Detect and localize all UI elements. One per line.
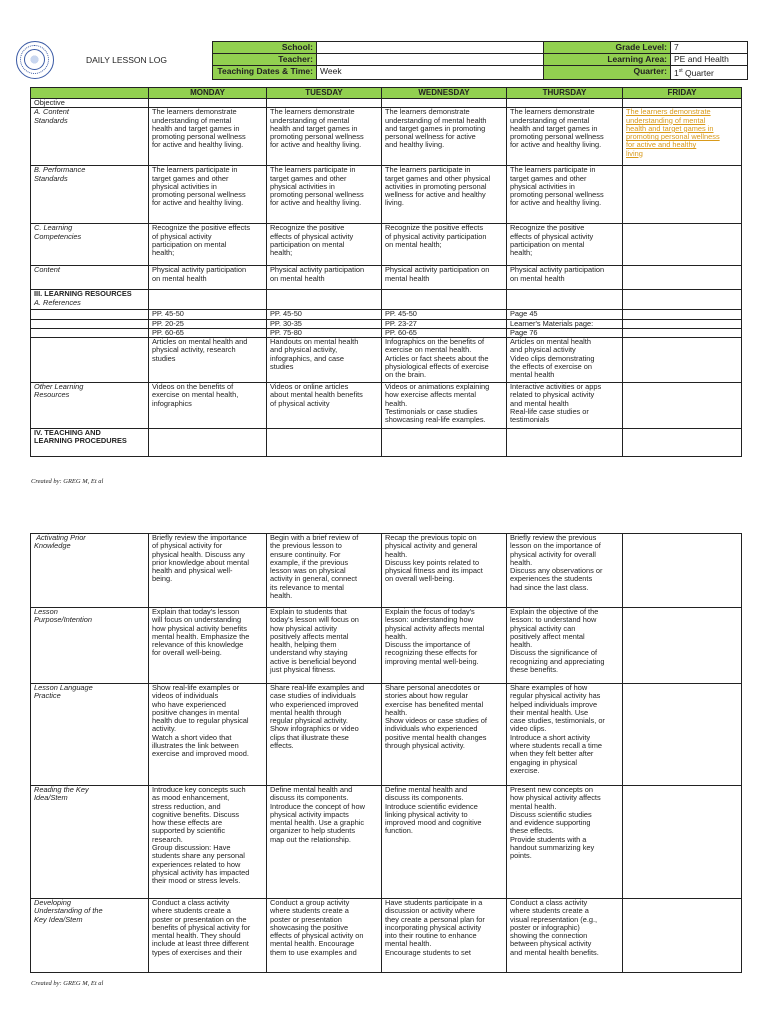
procedure-row — [31, 786, 742, 899]
resource-cell[interactable] — [267, 290, 382, 310]
procedure-cell-tuesday[interactable]: Define mental health and discuss its components. Introduce the concept of how physical activity impacts mental health. Use a graphic organizer to help students map out the relationship. — [267, 786, 382, 899]
resources-row — [31, 290, 742, 310]
day-header-row — [31, 88, 742, 99]
other-resources-cell-tuesday[interactable]: Videos or online articles about mental health benefits of physical activity — [267, 383, 382, 429]
references-heading: A. References — [34, 297, 81, 307]
teacher-field[interactable] — [317, 54, 544, 66]
lesson-cell-tuesday[interactable]: The learners participate in target games and other physical activities in promoting personal wellness for active and healthy living. — [267, 166, 382, 224]
procedure-cell-thursday[interactable]: Share examples of how regular physical activity has helped individuals improve their mental health. Use case studies, testimonials, or video clips. Introduce a short activity where students recall a time when they felt better after engaging in physical exercise. — [507, 684, 623, 786]
objective-label: Objective — [31, 99, 149, 108]
procedure-label: Activating Prior Knowledge — [31, 534, 149, 608]
procedures-row — [31, 429, 742, 457]
materials-label — [31, 338, 149, 383]
reference-label — [31, 328, 149, 337]
standards-row — [31, 224, 742, 266]
procedure-cell-monday[interactable]: Explain that today's lesson will focus on understanding how physical activity benefits mental health. Emphasize the relevance of this knowledge for overall well-being. — [149, 608, 267, 684]
materials-cell-tuesday[interactable]: Handouts on mental health and physical activity, infographics, and case studies — [267, 338, 382, 383]
lesson-cell-thursday[interactable]: The learners participate in target games and other physical activities in promoting personal wellness for active and healthy living. — [507, 166, 623, 224]
other-resources-row — [31, 383, 742, 429]
procedure-cell-monday[interactable]: Conduct a class activity where students create a poster or presentation on the benefits of physical activity for mental health. They should include at least three different types of exercises and their — [149, 899, 267, 973]
procedure-label: Reading the Key Idea/Stem — [31, 786, 149, 899]
reference-cell-tuesday[interactable]: PP. 45-50 — [267, 310, 382, 319]
materials-cell-monday[interactable]: Articles on mental health and physical activity, research studies — [149, 338, 267, 383]
procedure-cell-monday[interactable]: Briefly review the importance of physical activity for physical health. Discuss any prior knowledge about mental health and physical well- being. — [149, 534, 267, 608]
reference-cell-thursday[interactable]: Page 76 — [507, 328, 623, 337]
corner-cell — [31, 88, 149, 99]
procedures-cell[interactable] — [507, 429, 623, 457]
lesson-cell-thursday[interactable]: Recognize the positive effects of physical activity participation on mental health; — [507, 224, 623, 266]
objective-cell[interactable] — [382, 99, 507, 108]
resource-cell[interactable] — [623, 290, 742, 310]
procedure-cell-tuesday[interactable]: Begin with a brief review of the previous lesson to ensure continuity. For example, if the previous lesson was on physical activity in general, connect its relevance to mental health. — [267, 534, 382, 608]
row-label: B. Performance Standards — [31, 166, 149, 224]
procedure-row — [31, 534, 742, 608]
grade-label: Grade Level: — [544, 42, 671, 54]
lesson-cell-friday[interactable] — [623, 166, 742, 224]
reference-cell-thursday[interactable]: Page 45 — [507, 310, 623, 319]
procedures-label: IV. TEACHING AND LEARNING PROCEDURES — [31, 429, 149, 457]
row-label: A. Content Standards — [31, 108, 149, 166]
quarter-field[interactable]: 1st Quarter — [671, 66, 748, 80]
other-resources-cell-monday[interactable]: Videos on the benefits of exercise on mental health, infographics — [149, 383, 267, 429]
lesson-cell-friday[interactable] — [623, 266, 742, 290]
procedure-cell-friday[interactable] — [623, 534, 742, 608]
lesson-cell-wednesday[interactable]: Recognize the positive effects of physical activity participation on mental health; — [382, 224, 507, 266]
other-resources-cell-wednesday[interactable]: Videos or animations explaining how exercise affects mental health. Testimonials or case studies showcasing real-life examples. — [382, 383, 507, 429]
day-header-tuesday: TUESDAY — [267, 88, 382, 99]
objective-cell[interactable] — [267, 99, 382, 108]
quarter-label: Quarter: — [544, 66, 671, 80]
teacher-label: Teacher: — [213, 54, 317, 66]
procedure-cell-friday[interactable] — [623, 899, 742, 973]
procedure-cell-tuesday[interactable]: Share real-life examples and case studies of individuals who experienced improved mental health through regular physical activity. Show infographics or video clips that illustrate these effects. — [267, 684, 382, 786]
reference-label — [31, 319, 149, 328]
standards-row — [31, 108, 742, 166]
reference-row — [31, 328, 742, 337]
footer-credit-2: Created by: GREG M, Et al — [31, 980, 104, 987]
objective-cell[interactable] — [507, 99, 623, 108]
procedure-row — [31, 608, 742, 684]
procedure-label: Lesson Language Practice — [31, 684, 149, 786]
school-label: School: — [213, 42, 317, 54]
reference-cell-wednesday[interactable]: PP. 60-65 — [382, 328, 507, 337]
materials-cell-wednesday[interactable]: Infographics on the benefits of exercise on mental health. Articles or fact sheets about the physiological effects of exercise on the brain. — [382, 338, 507, 383]
resource-cell[interactable] — [507, 290, 623, 310]
reference-cell-monday[interactable]: PP. 45-50 — [149, 310, 267, 319]
standards-row — [31, 266, 742, 290]
procedure-cell-wednesday[interactable]: Define mental health and discuss its components. Introduce scientific evidence linking physical activity to improved mood and cognitive function. — [382, 786, 507, 899]
lesson-cell-wednesday[interactable]: The learners demonstrate understanding of mental health and target games in promoting personal wellness for active and healthy living. — [382, 108, 507, 166]
procedures-cell[interactable] — [267, 429, 382, 457]
lesson-cell-wednesday[interactable]: Physical activity participation on mental health — [382, 266, 507, 290]
other-resources-label: Other Learning Resources — [31, 383, 149, 429]
lesson-cell-monday[interactable]: Recognize the positive effects of physical activity participation on mental health; — [149, 224, 267, 266]
reference-cell-tuesday[interactable]: PP. 30-35 — [267, 319, 382, 328]
procedure-cell-wednesday[interactable]: Explain the focus of today's lesson: understanding how physical activity affects mental health. Discuss the importance of recognizing these effects for improving mental well-being. — [382, 608, 507, 684]
objective-row — [31, 99, 742, 108]
procedure-cell-thursday[interactable]: Conduct a class activity where students create a visual representation (e.g., poster or infographic) showing the connection between physical activity and mental health benefits. — [507, 899, 623, 973]
reference-row — [31, 319, 742, 328]
procedure-cell-friday[interactable] — [623, 608, 742, 684]
reference-cell-wednesday[interactable]: PP. 45-50 — [382, 310, 507, 319]
procedure-cell-wednesday[interactable]: Recap the previous topic on physical activity and general health. Discuss key points related to physical fitness and its impact on overall well-being. — [382, 534, 507, 608]
row-label: Content — [31, 266, 149, 290]
day-header-thursday: THURSDAY — [507, 88, 623, 99]
lesson-cell-wednesday[interactable]: The learners participate in target games and other physical activities in promoting personal wellness for active and healthy living. — [382, 166, 507, 224]
area-field[interactable]: PE and Health — [671, 54, 748, 66]
reference-cell-friday[interactable] — [623, 310, 742, 319]
lesson-cell-tuesday[interactable]: Physical activity participation on mental health — [267, 266, 382, 290]
procedure-cell-tuesday[interactable]: Explain to students that today's lesson will focus on how physical activity positively affects mental health, helping them understand why staying active is beneficial beyond just physical fitness. — [267, 608, 382, 684]
procedures-cell[interactable] — [149, 429, 267, 457]
grade-field[interactable]: 7 — [671, 42, 748, 54]
other-resources-cell-thursday[interactable]: Interactive activities or apps related to physical activity and mental health Real-life case studies or testimonials — [507, 383, 623, 429]
log-title: DAILY LESSON LOG — [86, 55, 167, 65]
standards-row — [31, 166, 742, 224]
day-header-friday: FRIDAY — [623, 88, 742, 99]
reference-cell-thursday[interactable]: Learner's Materials page: — [507, 319, 623, 328]
school-field[interactable] — [317, 42, 544, 54]
lesson-cell-monday[interactable]: Physical activity participation on mental health — [149, 266, 267, 290]
procedure-cell-monday[interactable]: Introduce key concepts such as mood enhancement, stress reduction, and cognitive benefits. Discuss how these effects are supported by scientific research. Group discussion: Have students share any personal experiences related to how physical activity has impacted their mood or stress levels. — [149, 786, 267, 899]
reference-cell-monday[interactable]: PP. 20-25 — [149, 319, 267, 328]
lesson-cell-friday[interactable] — [623, 224, 742, 266]
lesson-cell-monday[interactable]: The learners participate in target games and other physical activities in promoting personal wellness for active and healthy living. — [149, 166, 267, 224]
header-table — [212, 41, 748, 80]
objective-cell[interactable] — [149, 99, 267, 108]
day-header-wednesday: WEDNESDAY — [382, 88, 507, 99]
procedure-cell-wednesday[interactable]: Share personal anecdotes or stories about how regular exercise has benefited mental health. Show videos or case studies of individuals who experienced positive mental health changes through physical activity. — [382, 684, 507, 786]
other-resources-cell-friday[interactable] — [623, 383, 742, 429]
reference-row — [31, 310, 742, 319]
resource-cell[interactable] — [149, 290, 267, 310]
procedure-cell-tuesday[interactable]: Conduct a group activity where students create a poster or presentation showcasing the positive effects of physical activity on mental health. Encourage them to use examples and — [267, 899, 382, 973]
row-label: C. Learning Competencies — [31, 224, 149, 266]
lesson-cell-tuesday[interactable]: The learners demonstrate understanding of mental health and target games in promoting personal wellness for active and healthy living. — [267, 108, 382, 166]
reference-cell-friday[interactable] — [623, 319, 742, 328]
procedure-cell-wednesday[interactable]: Have students participate in a discussion or activity where they create a personal plan for incorporating physical activity into their routine to enhance mental health. Encourage students to set — [382, 899, 507, 973]
lesson-cell-tuesday[interactable]: Recognize the positive effects of physical activity participation on mental health; — [267, 224, 382, 266]
procedure-cell-thursday[interactable]: Explain the objective of the lesson: to understand how physical activity can positively affect mental health. Discuss the significance of recognizing and appreciating these benefits. — [507, 608, 623, 684]
reference-cell-friday[interactable] — [623, 328, 742, 337]
procedure-label: Lesson Purpose/Intention — [31, 608, 149, 684]
procedure-cell-thursday[interactable]: Briefly review the previous lesson on the importance of physical activity for overall health. Discuss any observations or experiences the students had since the last class. — [507, 534, 623, 608]
lesson-cell-monday[interactable]: The learners demonstrate understanding of mental health and target games in promoting personal wellness for active and healthy living. — [149, 108, 267, 166]
procedure-row — [31, 684, 742, 786]
lesson-cell-friday[interactable]: The learners demonstrate understanding of mental health and target games in promoting personal wellness for active and healthy living — [623, 108, 742, 166]
footer-credit: Created by: GREG M, Et al — [31, 478, 104, 485]
reference-cell-monday[interactable]: PP. 60-65 — [149, 328, 267, 337]
materials-cell-friday[interactable] — [623, 338, 742, 383]
procedures-cell[interactable] — [382, 429, 507, 457]
lesson-grid-procedures — [30, 533, 742, 973]
resources-heading: III. LEARNING RESOURCES — [34, 289, 132, 299]
objective-cell[interactable] — [623, 99, 742, 108]
materials-row — [31, 338, 742, 383]
lesson-cell-thursday[interactable]: The learners demonstrate understanding of mental health and target games in promoting personal wellness for active and healthy living. — [507, 108, 623, 166]
dates-label: Teaching Dates & Time: — [213, 66, 317, 80]
dates-field[interactable]: Week — [317, 66, 544, 80]
procedure-cell-friday[interactable] — [623, 684, 742, 786]
materials-cell-thursday[interactable]: Articles on mental health and physical activity Video clips demonstrating the effects of exercise on mental health — [507, 338, 623, 383]
page-1 — [0, 0, 768, 500]
resource-cell[interactable] — [382, 290, 507, 310]
procedures-cell[interactable] — [623, 429, 742, 457]
day-header-monday: MONDAY — [149, 88, 267, 99]
area-label: Learning Area: — [544, 54, 671, 66]
reference-cell-wednesday[interactable]: PP. 23-27 — [382, 319, 507, 328]
procedure-row — [31, 899, 742, 973]
procedure-cell-monday[interactable]: Show real-life examples or videos of individuals who have experienced positive changes in mental health due to regular physical activity. Watch a short video that illustrates the link between exercise and improved mood. — [149, 684, 267, 786]
lesson-grid-top — [30, 87, 742, 457]
reference-label — [31, 310, 149, 319]
procedure-cell-thursday[interactable]: Present new concepts on how physical activity affects mental health. Discuss scientific studies and evidence supporting these effects. Provide students with a handout summarizing key points. — [507, 786, 623, 899]
resources-label — [31, 290, 149, 310]
procedure-cell-friday[interactable] — [623, 786, 742, 899]
reference-cell-tuesday[interactable]: PP. 75-80 — [267, 328, 382, 337]
deped-seal-logo — [16, 41, 54, 79]
procedure-label: Developing Understanding of the Key Idea/Stem — [31, 899, 149, 973]
lesson-cell-thursday[interactable]: Physical activity participation on mental health — [507, 266, 623, 290]
